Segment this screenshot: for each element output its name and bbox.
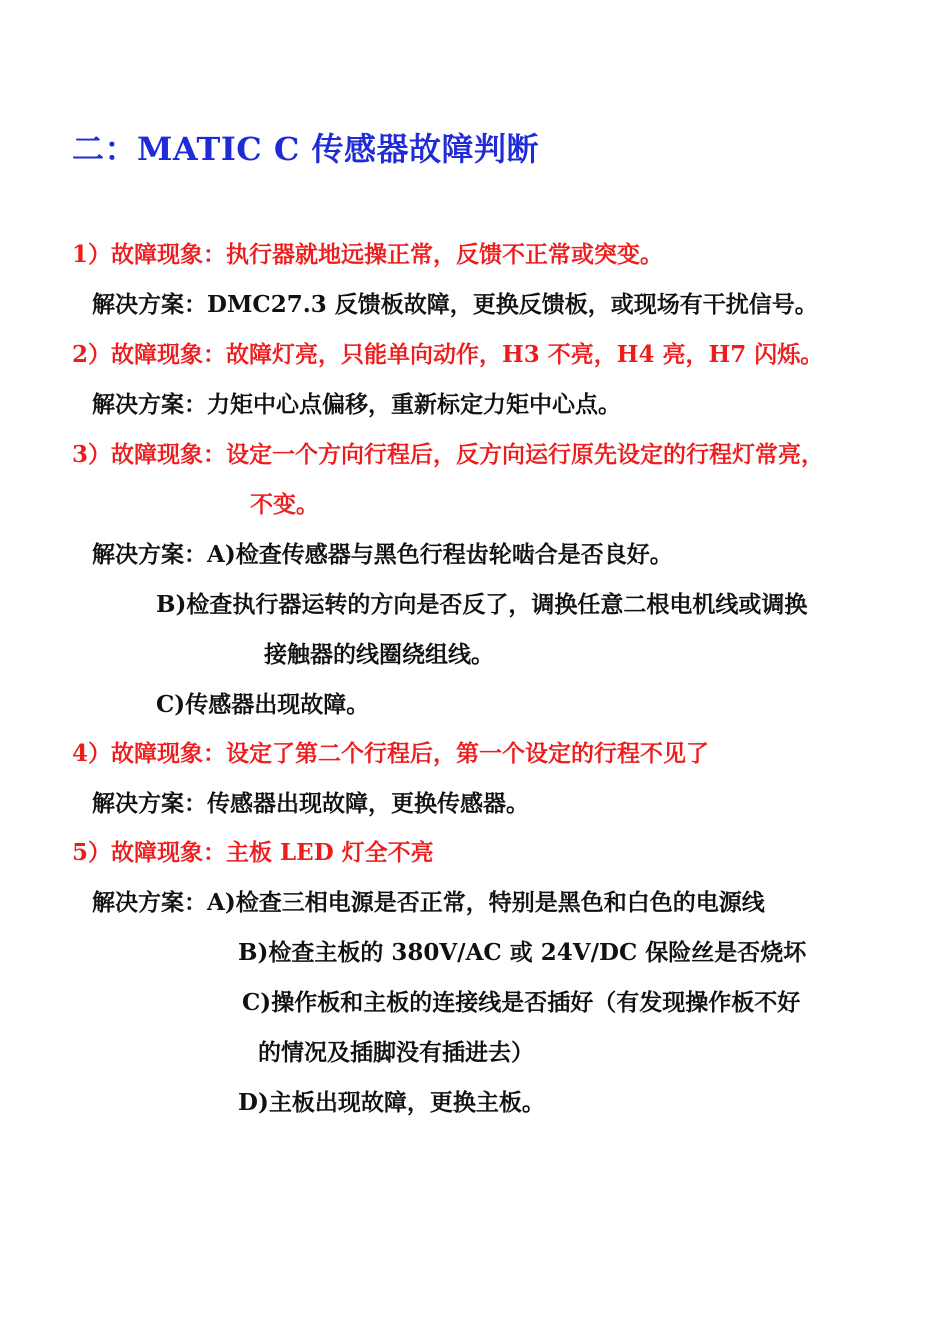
solution-3c: C)传感器出现故障。	[156, 691, 370, 718]
page-title: 二：MATIC C 传感器故障判断	[72, 130, 540, 168]
solution-3b: B)检查执行器运转的方向是否反了，调换任意二根电机线或调换	[156, 591, 808, 618]
fault-5: 5）故障现象：主板 LED 灯全不亮	[72, 839, 434, 866]
solution-5b: B)检查主板的 380V/AC 或 24V/DC 保险丝是否烧坏	[238, 939, 807, 966]
solution-4: 解决方案：传感器出现故障，更换传感器。	[92, 790, 529, 817]
solution-5c-continued: 的情况及插脚没有插进去）	[258, 1039, 534, 1066]
solution-3b-continued: 接触器的线圈绕组线。	[264, 641, 494, 668]
fault-3: 3）故障现象：设定一个方向行程后，反方向运行原先设定的行程灯常亮，	[72, 441, 825, 468]
solution-5c: C)操作板和主板的连接线是否插好（有发现操作板不好	[242, 989, 801, 1016]
solution-5a: 解决方案：A)检查三相电源是否正常，特别是黑色和白色的电源线	[92, 889, 765, 916]
solution-5d: D)主板出现故障，更换主板。	[238, 1089, 545, 1116]
solution-1: 解决方案：DMC27.3 反馈板故障，更换反馈板，或现场有干扰信号。	[92, 291, 818, 318]
fault-3-continued: 不变。	[250, 491, 319, 518]
fault-2: 2）故障现象：故障灯亮，只能单向动作，H3 不亮，H4 亮，H7 闪烁。	[72, 341, 824, 368]
solution-2: 解决方案：力矩中心点偏移，重新标定力矩中心点。	[92, 391, 621, 418]
fault-1: 1）故障现象：执行器就地远操正常，反馈不正常或突变。	[72, 241, 664, 268]
solution-3a: 解决方案：A)检查传感器与黑色行程齿轮啮合是否良好。	[92, 541, 673, 568]
fault-4: 4）故障现象：设定了第二个行程后，第一个设定的行程不见了	[72, 740, 710, 767]
